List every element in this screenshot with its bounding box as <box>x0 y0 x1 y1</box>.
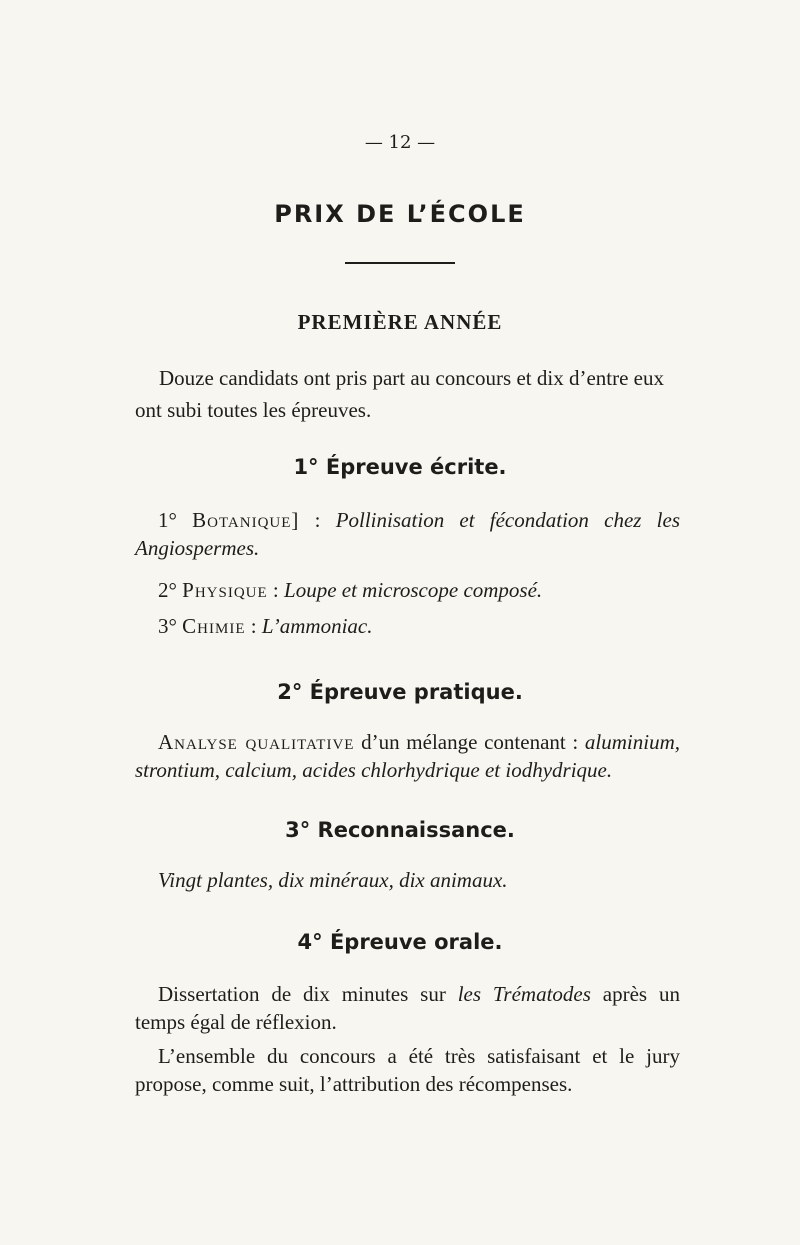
practical-text-italic: aluminium, <box>584 730 680 754</box>
item-separator: : <box>245 614 262 638</box>
oral-p1-line1 <box>158 978 680 1010</box>
practical-line1 <box>158 726 680 758</box>
item-subject: Physique <box>182 578 268 602</box>
practical-line2: strontium, calcium, acides chlorhydrique et iodhydrique. <box>135 758 613 782</box>
item-text: Loupe et microscope composé. <box>284 578 543 602</box>
item-chimie <box>158 614 372 639</box>
intro-paragraph: Douze candidats ont pris part au concours et dix d’entre eux ont subi toutes les épreuves. <box>135 366 664 422</box>
item-number: 3° <box>158 614 177 638</box>
item-text: L’ammoniac. <box>261 614 373 638</box>
title-divider <box>345 262 455 264</box>
item-subject: Chimie <box>182 614 246 638</box>
page-number: — 12 — <box>364 132 436 153</box>
oral-text: Dissertation de dix minutes sur <box>158 982 458 1006</box>
item-botanique-line1 <box>158 504 680 536</box>
section-heading-practical: 2° Épreuve pratique. <box>277 680 523 704</box>
practical-text: d’un mélange contenant : <box>354 730 585 754</box>
oral-p2-line2: propose, comme suit, l’attribution des récompenses. <box>135 1072 573 1096</box>
item-botanique-line2: Angiospermes. <box>135 536 260 560</box>
page-title: PRIX DE L’ÉCOLE <box>274 200 526 228</box>
item-subject: Botanique] <box>192 508 300 532</box>
section-heading-recognition: 3° Reconnaissance. <box>285 818 515 842</box>
oral-text-italic: les Trématodes <box>457 982 591 1006</box>
recognition-text: Vingt plantes, dix minéraux, dix animaux. <box>158 868 508 892</box>
oral-text: après un <box>590 982 680 1006</box>
item-number: 1° <box>158 508 177 532</box>
oral-p1-line2: temps égal de réflexion. <box>135 1010 337 1034</box>
item-physique <box>158 578 542 603</box>
section-heading-oral: 4° Épreuve orale. <box>297 930 503 954</box>
item-text: Pollinisation et fécondation chez les <box>335 508 680 532</box>
item-number: 2° <box>158 578 177 602</box>
oral-p2-line1: L’ensemble du concours a été très satisfaisant et le jury <box>158 1044 680 1068</box>
practical-subject: Analyse qualitative <box>158 730 355 754</box>
section-heading-written: 1° Épreuve écrite. <box>293 455 507 479</box>
item-separator: : <box>267 578 285 602</box>
year-heading: PREMIÈRE ANNÉE <box>297 310 503 334</box>
item-separator: : <box>299 508 336 532</box>
